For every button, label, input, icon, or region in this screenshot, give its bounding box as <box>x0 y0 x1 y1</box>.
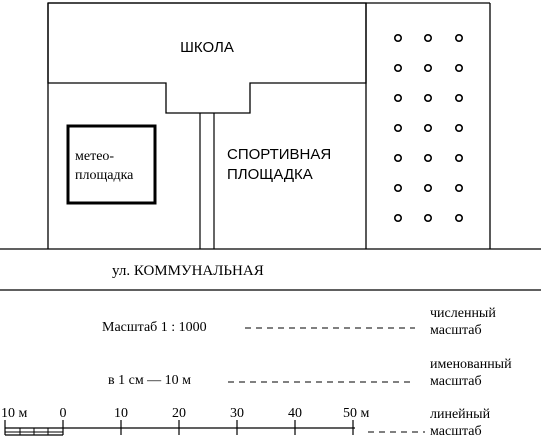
named-scale-caption-line2: масштаб <box>430 374 482 389</box>
tree-marker <box>425 95 431 101</box>
tree-marker <box>395 65 401 71</box>
weather-station <box>68 126 155 203</box>
tree-marker <box>456 65 462 71</box>
street-label: ул. КОММУНАЛЬНАЯ <box>112 263 264 279</box>
tree-marker <box>456 95 462 101</box>
sports-ground-label-line1: СПОРТИВНАЯ <box>227 146 332 163</box>
named-scale-caption-line1: именованный <box>430 357 512 372</box>
weather-station-label-line2: площадка <box>75 168 134 183</box>
linear-scale-bar <box>1 406 370 435</box>
linear-scale-caption-line2: масштаб <box>430 424 482 439</box>
tree-marker <box>395 95 401 101</box>
tree-marker <box>425 65 431 71</box>
tree-marker <box>425 185 431 191</box>
linear-scale-tick-label: 10 м <box>1 406 28 421</box>
linear-scale-tick-label: 10 <box>114 406 128 421</box>
tree-marker <box>425 35 431 41</box>
tree-marker <box>456 35 462 41</box>
numeric-scale-caption-line2: масштаб <box>430 323 482 338</box>
school-building <box>48 3 366 113</box>
school-label: ШКОЛА <box>180 39 234 56</box>
linear-scale-tick-label: 0 <box>59 406 67 421</box>
numeric-scale-text: Масштаб 1 : 1000 <box>102 320 207 335</box>
linear-scale-tick-label: 30 <box>230 406 244 421</box>
orchard-trees <box>395 35 462 221</box>
tree-marker <box>425 155 431 161</box>
tree-marker <box>395 155 401 161</box>
linear-scale-tick-label: 40 <box>288 406 302 421</box>
tree-marker <box>395 185 401 191</box>
tree-marker <box>456 155 462 161</box>
named-scale-text: в 1 см — 10 м <box>108 373 192 388</box>
tree-marker <box>395 215 401 221</box>
linear-scale-tick-label: 20 <box>172 406 186 421</box>
linear-scale-tick-label: 50 м <box>343 406 370 421</box>
linear-scale-caption-line1: линейный <box>430 407 491 422</box>
tree-marker <box>456 215 462 221</box>
tree-marker <box>395 35 401 41</box>
tree-marker <box>425 215 431 221</box>
tree-marker <box>425 125 431 131</box>
sports-ground-label-line2: ПЛОЩАДКА <box>227 166 313 183</box>
numeric-scale-caption-line1: численный <box>430 306 496 321</box>
weather-station-label-line1: метео- <box>75 149 115 164</box>
tree-marker <box>456 125 462 131</box>
tree-marker <box>395 125 401 131</box>
tree-marker <box>456 185 462 191</box>
